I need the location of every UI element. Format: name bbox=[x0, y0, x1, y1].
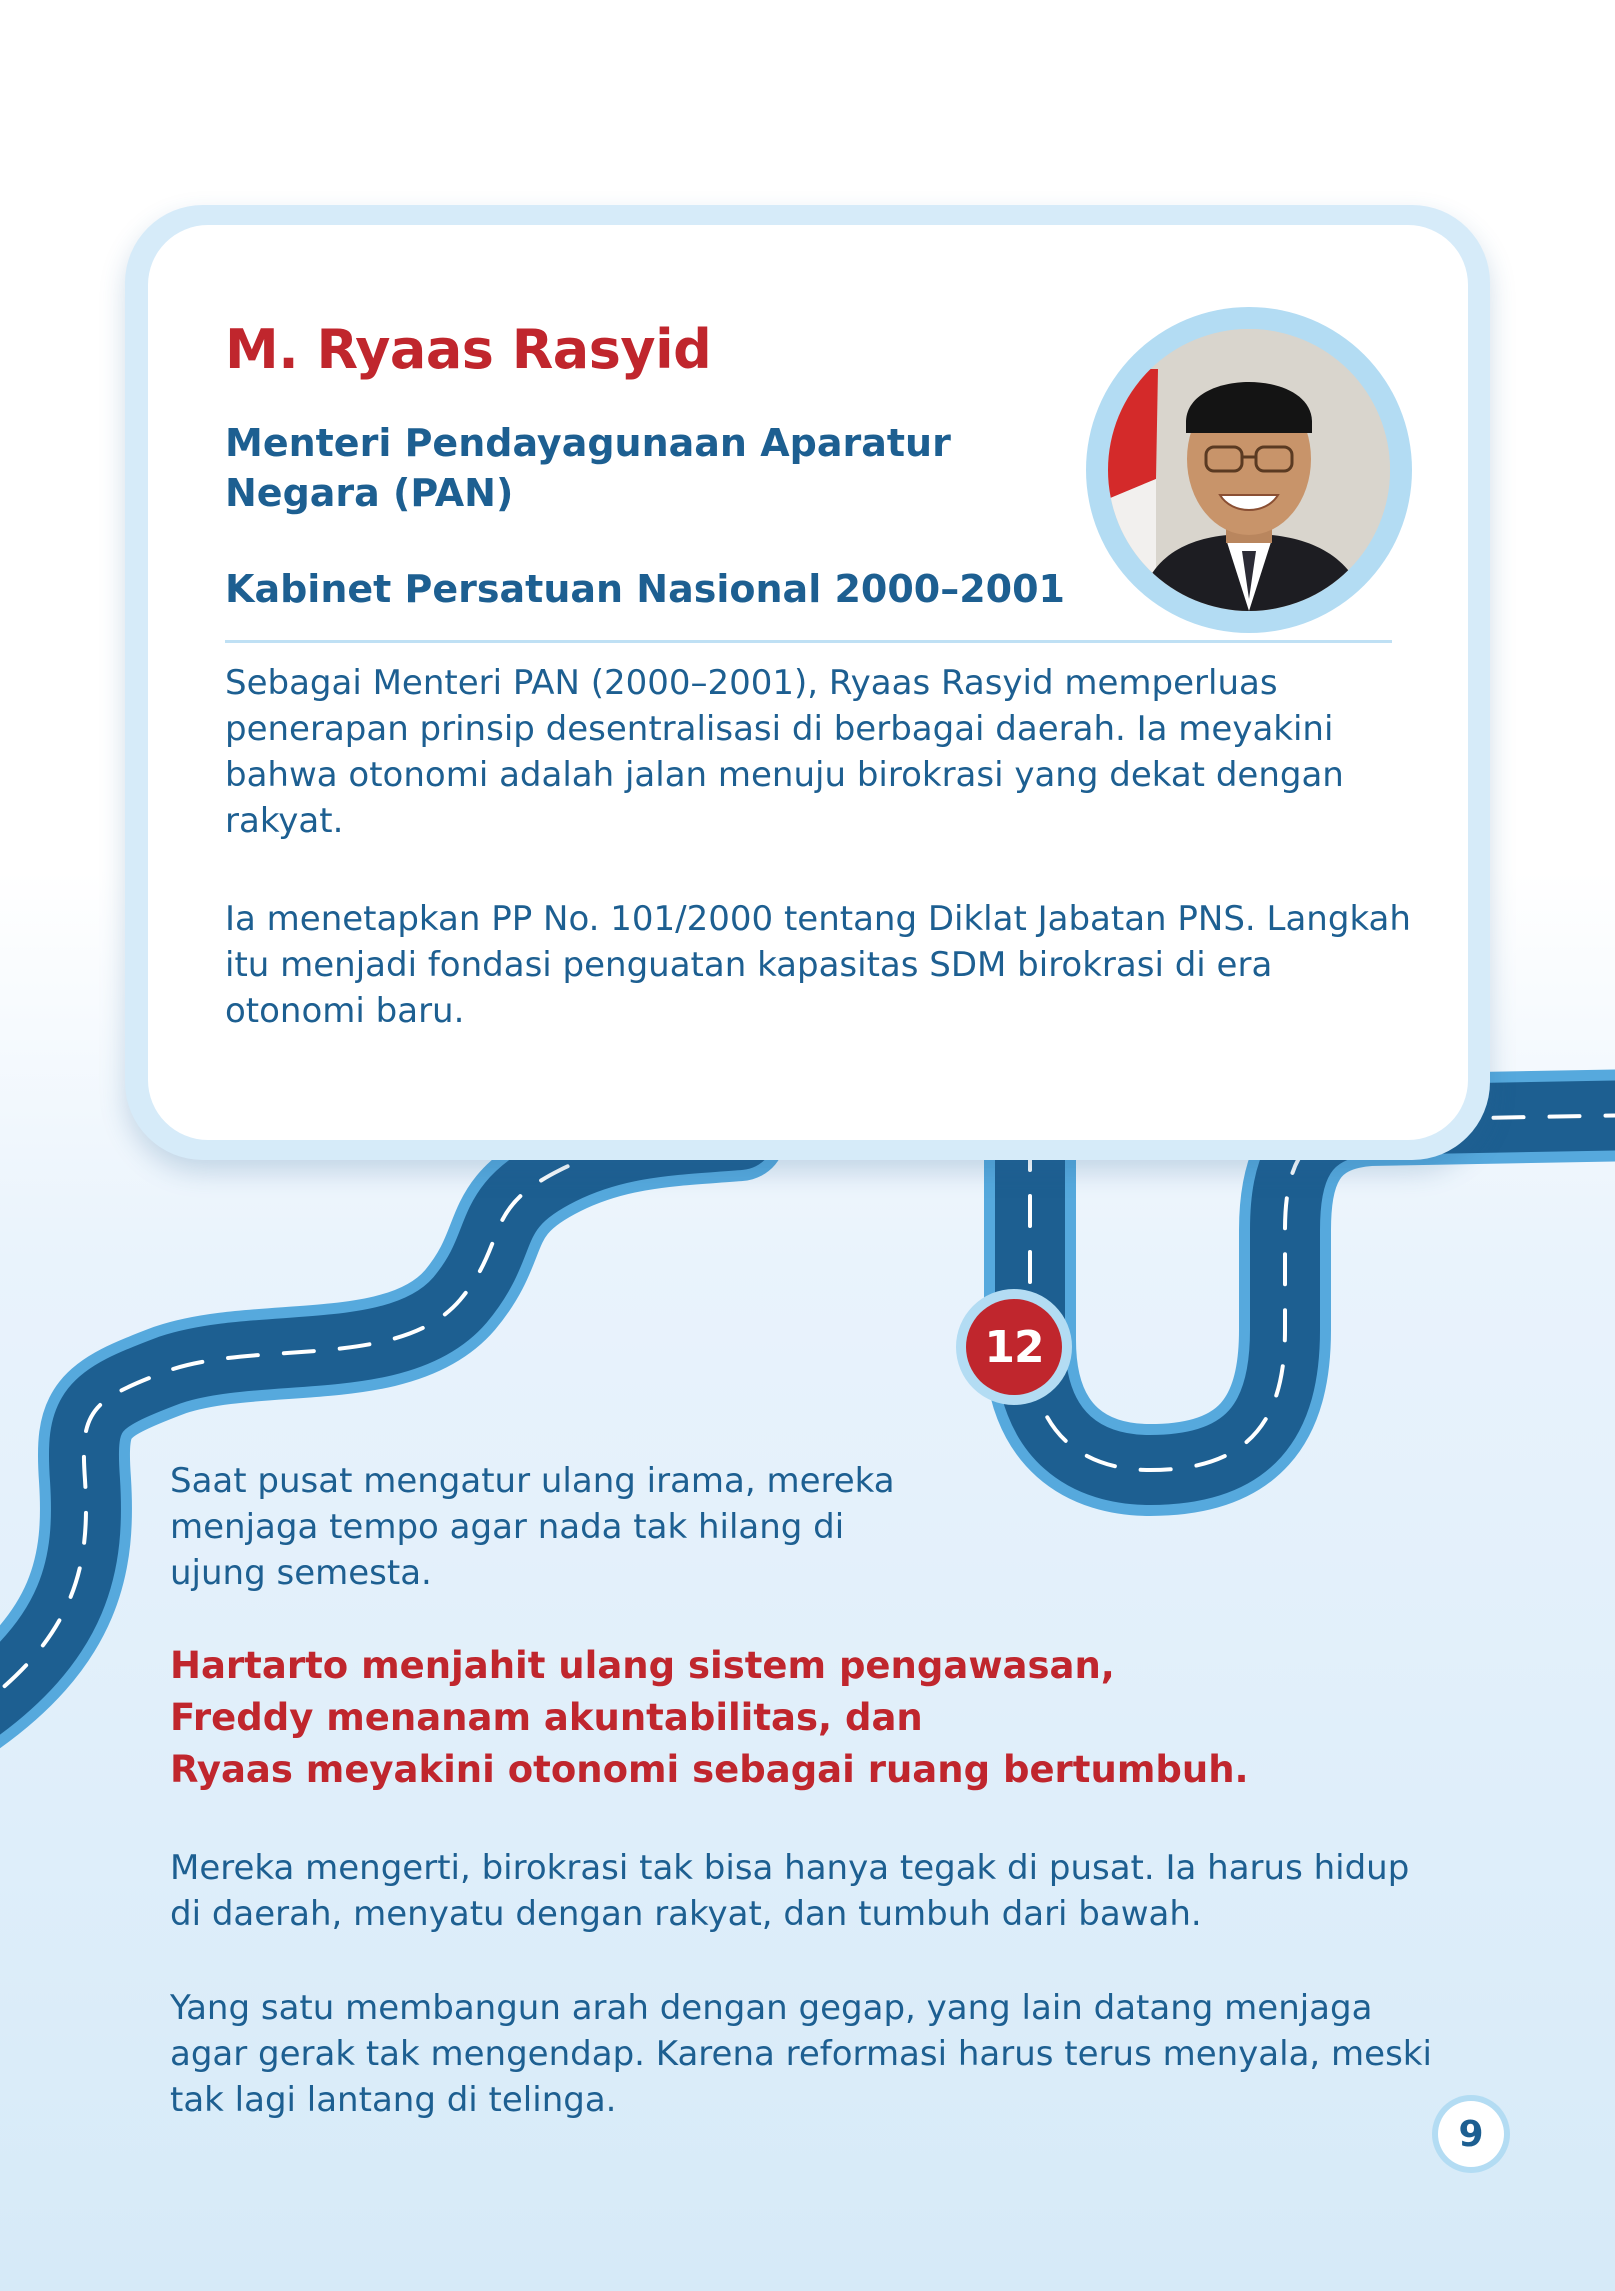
cabinet-period: Kabinet Persatuan Nasional 2000–2001 bbox=[225, 567, 1065, 611]
highlight-line-3: Ryaas meyakini otonomi sebagai ruang bertumbuh. bbox=[170, 1748, 1249, 1791]
body-paragraph-1: Mereka mengerti, birokrasi tak bisa hanya tegak di pusat. Ia harus hidup di daerah, menyatu dengan rakyat, dan tumbuh dari bawah. bbox=[170, 1848, 1410, 1934]
profile-paragraph-1: Sebagai Menteri PAN (2000–2001), Ryaas Rasyid memperluas penerapan prinsip desentralisasi di berbagai daerah. Ia meyakini bahwa otonomi adalah jalan menuju birokrasi yang dekat dengan rakyat. bbox=[225, 663, 1344, 841]
milestone-number: 12 bbox=[966, 1299, 1062, 1395]
body-paragraph-2: Yang satu membangun arah dengan gegap, yang lain datang menjaga agar gerak tak mengendap. Karena reformasi harus terus menyala, meski tak lagi lantang di telinga. bbox=[170, 1988, 1432, 2120]
minister-role: Menteri Pendayagunaan Aparatur Negara (PAN) bbox=[225, 421, 951, 515]
minister-name: M. Ryaas Rasyid bbox=[225, 318, 712, 381]
profile-paragraph-2: Ia menetapkan PP No. 101/2000 tentang Diklat Jabatan PNS. Langkah itu menjadi fondasi penguatan kapasitas SDM birokrasi di era otonomi baru. bbox=[225, 899, 1411, 1031]
portrait-photo bbox=[1108, 329, 1390, 611]
highlight-line-2: Freddy menanam akuntabilitas, dan bbox=[170, 1696, 923, 1739]
portrait-illustration bbox=[1108, 329, 1390, 611]
highlight-line-1: Hartarto menjahit ulang sistem pengawasan, bbox=[170, 1644, 1115, 1687]
card-divider bbox=[225, 640, 1392, 643]
highlight-quote bbox=[170, 1640, 1370, 1796]
page-number: 9 bbox=[1438, 2101, 1504, 2167]
milestone-badge bbox=[956, 1289, 1072, 1405]
page-number-badge bbox=[1432, 2095, 1510, 2173]
intro-paragraph: Saat pusat mengatur ulang irama, mereka menjaga tempo agar nada tak hilang di ujung semesta. bbox=[170, 1461, 895, 1593]
